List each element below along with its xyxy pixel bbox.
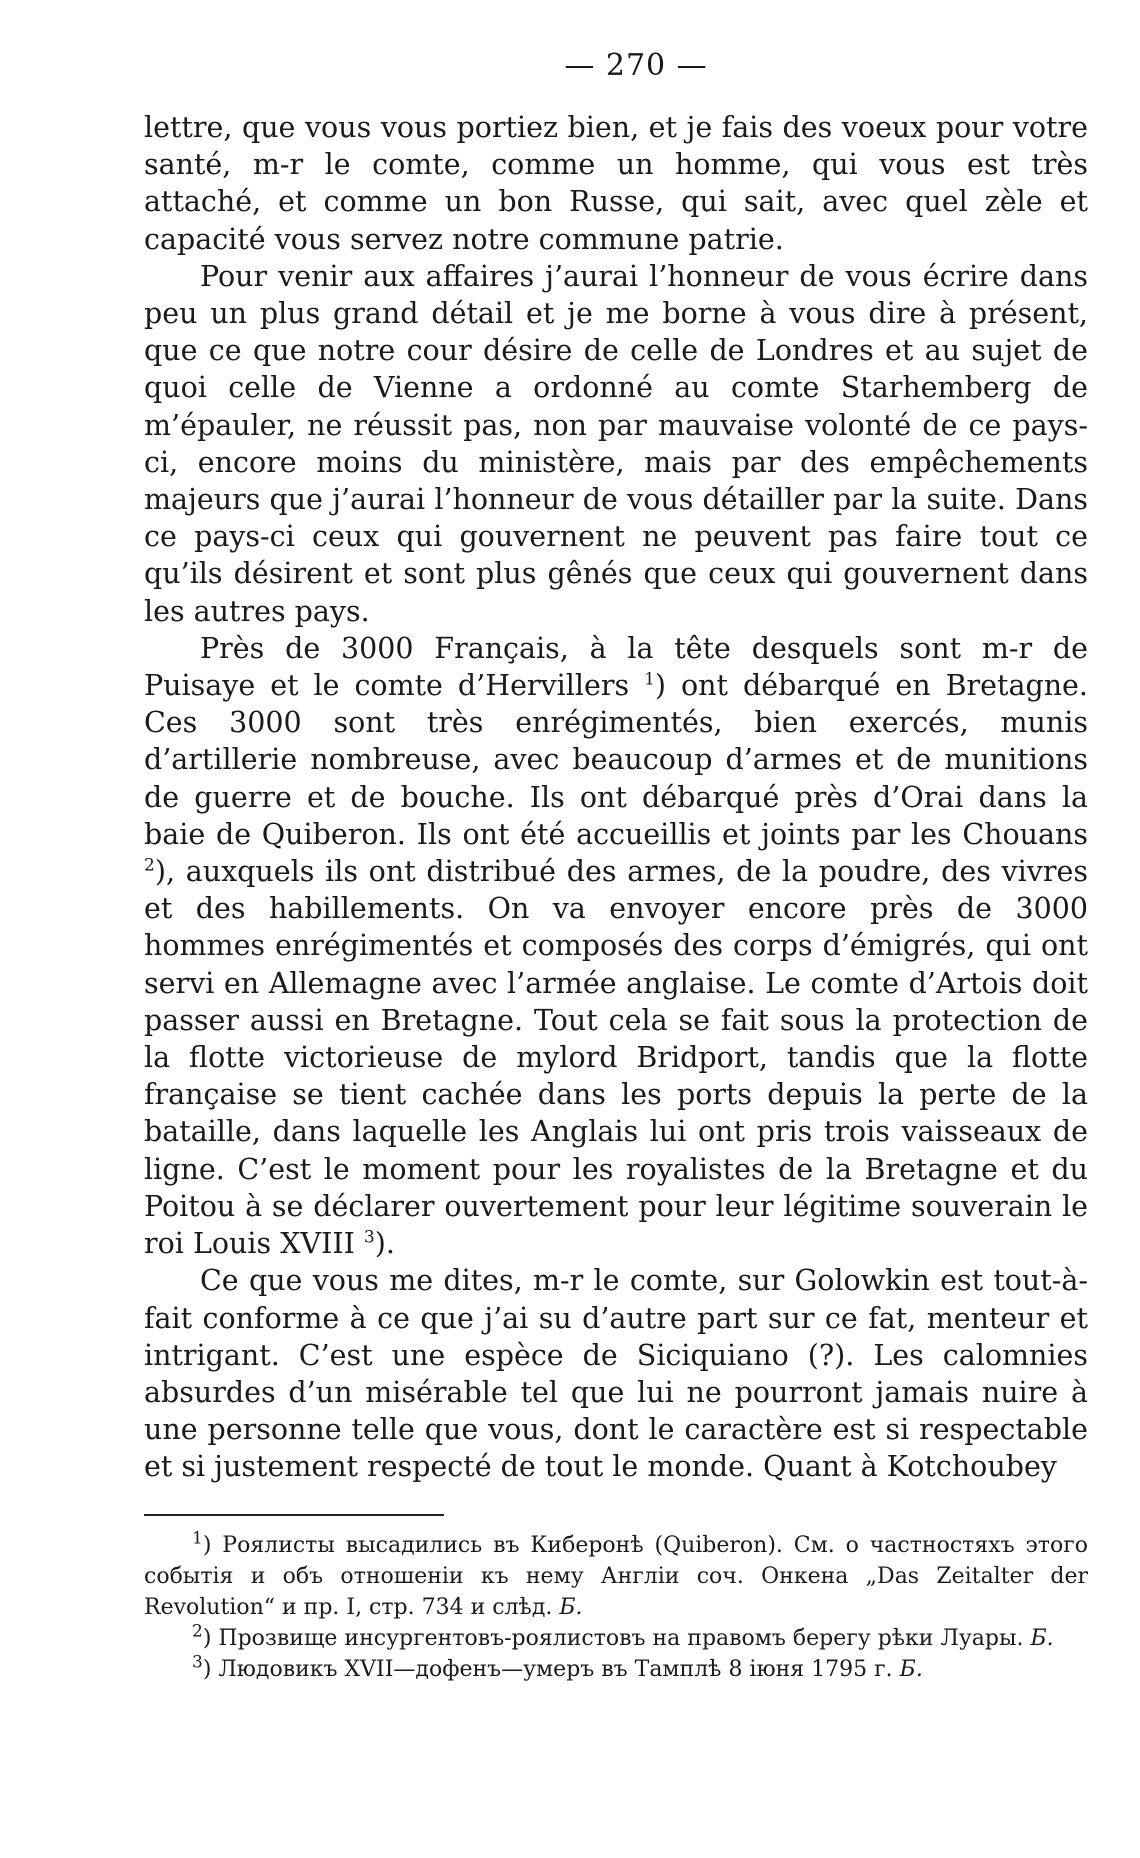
- paragraph-2: Pour venir aux affaires j’aurai l’honneur de vous écrire dans peu un plus grand détail et je me borne à vous dire à présent, que ce que notre cour désire de celle de Londres et au sujet de quoi celle de Vienne a ordonné au comte Starhemberg de m’épauler, ne réussit pas, non par mauvaise volonté de ce pays-ci, encore moins du ministère, mais par des empêchements majeurs que j’aurai l’honneur de vous détailler par la suite. Dans ce pays-ci ceux qui gouvernent ne peuvent pas faire tout ce qu’ils désirent et sont plus gênés que ceux qui gouvernent dans les autres pays.: [144, 259, 1088, 628]
- footnote-divider: [144, 1514, 444, 1516]
- document-page: [144, 48, 1088, 1685]
- paragraph-1: lettre, que vous vous portiez bien, et je fais des voeux pour votre santé, m-r le comte, comme un homme, qui vous est très attaché, et comme un bon Russe, qui sait, avec quel zèle et capacité vous servez notre commune patrie.: [144, 111, 1088, 256]
- paragraph-3-text-a: Près de 3000 Français, à la tête desquels sont m-r de Puisaye et le comte d’Hervillers: [144, 631, 1088, 703]
- paragraph-3: [144, 630, 1088, 1262]
- body-text: [144, 109, 1088, 1486]
- footnote-1: [144, 1530, 1088, 1623]
- paragraph-4: Ce que vous me dites, m-r le comte, sur Golowkin est tout-à-fait conforme à ce que j’ai su d’autre part sur ce fat, menteur et intrigant. C’est une espèce de Siciquiano (?). Les calomnies absurdes d’un misérable tel que lui ne pourront jamais nuire à une personne telle que vous, dont le caractère est si respectable et si justement respecté de tout le monde. Quant à Kotchoubey: [144, 1264, 1088, 1484]
- paragraph-3-text-c: ), auxquels ils ont distribué des armes, de la poudre, des vivres et des habillements. On va envoyer encore près de 3000 hommes enrégimentés et composés des corps d’émigrés, qui ont servi en Allemagne avec l’armée anglaise. Le comte d’Artois doit passer aussi en Bretagne. Tout cela se fait sous la protection de la flotte victorieuse de mylord Bridport, tandis que la flotte française se tient cachée dans les ports depuis la perte de la bataille, dans laquelle les Anglais lui ont pris trois vaisseaux de ligne. C’est le moment pour les royalistes de la Bretagne et du Poitou à se déclarer ouvertement pour leur légitime souverain le roi Louis XVIII: [144, 855, 1088, 1261]
- footnote-ref-3: 3: [363, 1227, 375, 1248]
- footnote-ref-2: 2: [144, 855, 155, 876]
- footnote-1-mark: 1: [192, 1528, 203, 1549]
- footnote-2-text: ) Прозвище инсургентовъ-роялистовъ на правомъ берегу рѣки Луары.: [202, 1625, 1031, 1651]
- footnote-3: [144, 1654, 1088, 1685]
- footnote-3-text: ) Людовикъ XVII—дофенъ—умеръ въ Тамплѣ 8 іюня 1795 г.: [202, 1656, 900, 1682]
- footnote-3-sign: Б.: [899, 1656, 923, 1682]
- footnote-2-mark: 2: [192, 1621, 203, 1642]
- paragraph-3-text-d: ).: [374, 1227, 395, 1261]
- footnotes: [144, 1530, 1088, 1685]
- footnote-2: [144, 1623, 1088, 1654]
- footnote-1-sign: Б.: [559, 1594, 583, 1620]
- footnote-3-mark: 3: [192, 1652, 203, 1673]
- footnote-ref-1: 1: [644, 669, 655, 690]
- paragraph-3-text-b: ) ont débarqué en Bretagne. Ces 3000 sont très enrégimentés, bien exercés, munis d’artillerie nombreuse, avec beaucoup d’armes et de munitions de guerre et de bouche. Ils ont débarqué près d’Orai dans la baie de Quiberon. Ils ont été accueillis et joints par les Chouans: [144, 669, 1088, 851]
- footnote-2-sign: Б.: [1030, 1625, 1054, 1651]
- page-number: — 270 —: [564, 48, 708, 83]
- footnote-1-text: ) Роялисты высадились въ Киберонѣ (Quiberon). См. о частностяхъ этого событія и объ отношеніи къ нему Англіи соч. Онкена „Das Zeitalter der Revolution“ и пр. I, стр. 734 и слѣд.: [144, 1532, 1088, 1620]
